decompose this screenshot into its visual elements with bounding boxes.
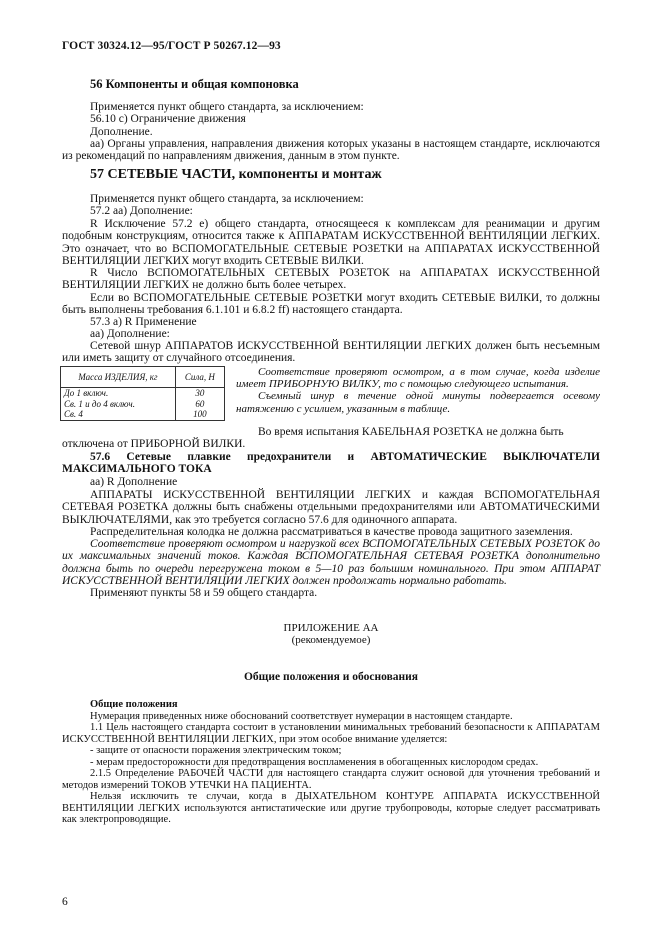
sec57-6-body — [62, 489, 600, 600]
sec57-line-6: 57.3 а) R Применение — [90, 316, 197, 328]
sec57-line-15: Применяют пункты 58 и 59 общего стандарта. — [90, 587, 318, 600]
document-header: ГОСТ 30324.12—95/ГОСТ Р 50267.12—93 — [62, 40, 281, 52]
sec57-line-10: 57.6 Сетевые плавкие предохранители и АВТОМАТИЧЕСКИЕ ВЫКЛЮЧАТЕЛИ МАКСИМАЛЬНОГО ТОКА — [62, 451, 600, 476]
table-row — [61, 388, 225, 399]
sec57-6-sub — [90, 476, 600, 488]
sec57-line-5: Если во ВСПОМОГАТЕЛЬНЫЕ СЕТЕВЫЕ РОЗЕТКИ могут входить СЕТЕВЫЕ ВИЛКИ, то должны быть выполнены требования 6.1.101 и 6.8.2 ff) настоящего стандарта. — [62, 291, 600, 317]
table-cell-force: 100 — [175, 409, 224, 420]
appendix-subheading: Общие положения — [90, 699, 178, 710]
sec57-line-3: R Исключение 57.2 е) общего стандарта, относящееся к комплексам для реанимации и другим подобным конструкциям, относится также к АППАРАТАМ ИСКУССТВЕННОЙ ВЕНТИЛЯЦИИ ЛЕГКИХ. Это означает, что во ВСПОМОГАТЕЛЬНЫЕ СЕТЕВЫЕ РОЗЕТКИ на АППАРАТАХ ИСКУССТВЕННОЙ ВЕНТИЛЯЦИИ ЛЕГКИХ могут входить СЕТЕВЫЕ ВИЛКИ. — [62, 218, 600, 267]
appendix-subtitle: (рекомендуемое) — [291, 634, 371, 647]
appendix-para-4: - мерам предосторожности для предотвращения воспламенения в обогащенных кислородом средах. — [90, 756, 539, 768]
table-row — [61, 409, 225, 420]
appendix-title: ПРИЛОЖЕНИЕ АА — [283, 622, 379, 634]
sec57-line-7: аа) Дополнение: — [90, 328, 170, 341]
test-note — [236, 426, 600, 438]
section-57 — [90, 169, 600, 181]
table-cell-mass: До 1 включ. — [61, 388, 176, 399]
sec57-sub — [90, 316, 600, 341]
sec57-cord — [62, 340, 600, 365]
appendix-para-1: Нумерация приведенных ниже обоснований соответствует нумерации в настоящем стандарте. — [90, 710, 513, 722]
sec57-right-2: Съемный шнур в течение одной минуты подвергается осевому натяжению с усилием, указанным в таблице. — [236, 390, 600, 415]
section-57-intro — [90, 193, 600, 218]
table-row — [61, 399, 225, 410]
sec57-line-14: Соответствие проверяют осмотром и нагрузкой всех ВСПОМОГАТЕЛЬНЫХ СЕТЕВЫХ РОЗЕТОК до их максимальных значений токов. Каждая ВСПОМОГАТЕЛЬНАЯ СЕТЕВАЯ РОЗЕТКА дополнительно должна быть по очереди перегружена током в 5—10 раз большим номинального. При этом АППАРАТ ИСКУССТВЕННОЙ ВЕНТИЛЯЦИИ ЛЕГКИХ должен продолжать нормально работать. — [62, 538, 600, 588]
section-56-body — [90, 101, 600, 138]
sec57-line-13: Распределительная колодка не должна рассматриваться в качестве провода защитного заземления. — [90, 525, 573, 538]
appendix-title-block — [62, 622, 600, 647]
appendix-heading-block — [62, 671, 600, 683]
appendix-sub-block — [90, 699, 600, 722]
sec57-right-1: Соответствие проверяют осмотром, а в том случае, когда изделие имеет ПРИБОРНУЮ ВИЛКУ, то с помощью следующего испытания. — [236, 366, 600, 391]
page-number: 6 — [62, 896, 68, 908]
appendix-para-6: Нельзя исключить те случаи, когда в ДЫХАТЕЛЬНОМ КОНТУРЕ АППАРАТА ИСКУССТВЕННОЙ ВЕНТИЛЯЦИИ ЛЕГКИХ используются антистатические или другие трубопроводы, которые следует рассматривать как электропроводящие. — [62, 791, 600, 825]
sec57-line-12: АППАРАТЫ ИСКУССТВЕННОЙ ВЕНТИЛЯЦИИ ЛЕГКИХ и каждая ВСПОМОГАТЕЛЬНАЯ СЕТЕВАЯ РОЗЕТКА должны быть снабжены отдельными предохранителями или АВТОМАТИЧЕСКИМИ ВЫКЛЮЧАТЕЛЯМИ, как это требуется согласно 57.6 для одиночного аппарата. — [62, 489, 600, 526]
table-col-force: Сила, Н — [175, 367, 224, 388]
sec56-line-2: 56.10 с) Ограничение движения — [90, 113, 246, 126]
table-col-mass: Масса ИЗДЕЛИЯ, кг — [61, 367, 176, 388]
test-description — [236, 366, 600, 415]
sec57-line-11: аа) R Дополнение — [90, 476, 178, 488]
sec56-line-4: аа) Органы управления, направления движения которых указаны в настоящем стандарте, исключаются из рекомендаций по направлениям движения, данным в этом пункте. — [62, 138, 600, 163]
table-cell-mass: Св. 1 и до 4 включ. — [61, 399, 176, 410]
sec57-line-2: 57.2 аа) Дополнение: — [90, 205, 193, 218]
sec57-line-9: отключена от ПРИБОРНОЙ ВИЛКИ. — [62, 438, 246, 450]
appendix-para-2: 1.1 Цель настоящего стандарта состоит в установлении минимальных требований безопасности к АППАРАТАМ ИСКУССТВЕННОЙ ВЕНТИЛЯЦИИ ЛЕГКИХ, при этом особое внимание уделяется: — [62, 722, 600, 745]
sec57-right-3: Во время испытания КАБЕЛЬНАЯ РОЗЕТКА не должна быть — [258, 426, 564, 438]
appendix-para-3: - защите от опасности поражения электрическим током; — [90, 745, 342, 756]
section-57-title: 57 СЕТЕВЫЕ ЧАСТИ, компоненты и монтаж — [90, 167, 382, 182]
section-56 — [90, 78, 600, 90]
appendix-body — [62, 722, 600, 826]
sec57-6-title — [62, 451, 600, 476]
force-table — [60, 366, 225, 421]
sec56-para — [62, 138, 600, 163]
sec57-cont — [62, 438, 600, 450]
sec57-block — [62, 218, 600, 316]
sec56-line-1: Применяется пункт общего стандарта, за исключением: — [90, 101, 364, 113]
table-cell-mass: Св. 4 — [61, 409, 176, 420]
table-cell-force: 30 — [175, 388, 224, 399]
sec57-line-8: Сетевой шнур АППАРАТОВ ИСКУССТВЕННОЙ ВЕНТИЛЯЦИИ ЛЕГКИХ должен быть несъемным или иметь защиту от случайного отсоединения. — [62, 340, 600, 365]
sec57-line-4: R Число ВСПОМОГАТЕЛЬНЫХ СЕТЕВЫХ РОЗЕТОК на АППАРАТАХ ИСКУССТВЕННОЙ ВЕНТИЛЯЦИИ ЛЕГКИХ не должно быть более четырех. — [62, 267, 600, 292]
appendix-heading: Общие положения и обоснования — [243, 671, 419, 683]
section-56-title: 56 Компоненты и общая компоновка — [90, 77, 299, 91]
table-cell-force: 60 — [175, 399, 224, 410]
sec57-line-1: Применяется пункт общего стандарта, за исключением: — [90, 193, 364, 205]
appendix-para-5: 2.1.5 Определение РАБОЧЕЙ ЧАСТИ для настоящего стандарта служит основой для уточнения требований и методов измерений ТОКОВ УТЕЧКИ НА ПАЦИЕНТА. — [62, 768, 600, 791]
sec56-line-3: Дополнение. — [90, 125, 153, 138]
